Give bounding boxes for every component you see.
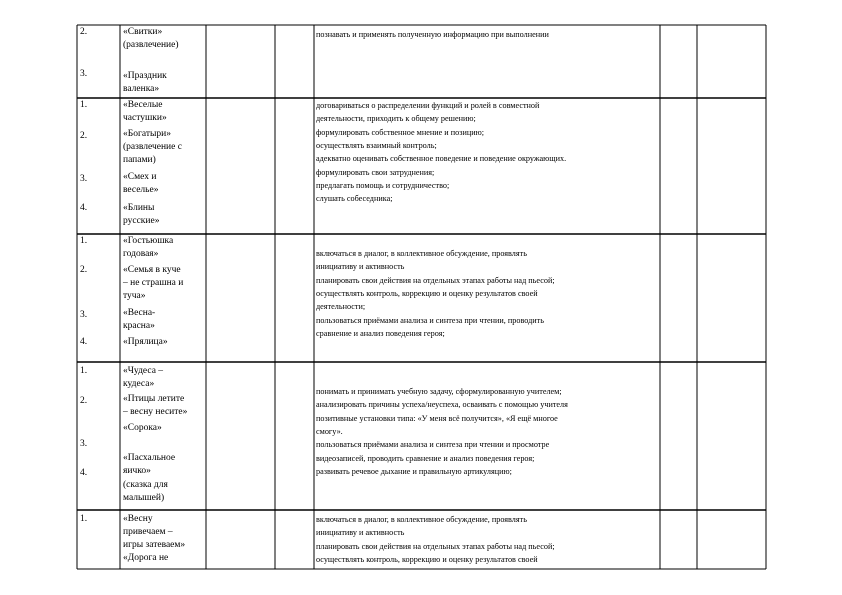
activity-title-line: красна»: [123, 321, 155, 331]
skill-description-line: деятельности, приходить к общему решению;: [316, 114, 476, 124]
activity-title-line: папами): [123, 155, 156, 165]
activity-title-line: (сказка для: [123, 480, 168, 490]
activity-title-line: «Свитки»: [123, 27, 163, 37]
activity-title-line: (развлечение): [123, 40, 179, 50]
skill-description-line: планировать свои действия на отдельных этапах работы над пьесой;: [316, 541, 555, 551]
skill-description-line: включаться в диалог, в коллективное обсуждение, проявлять: [316, 515, 527, 524]
item-number: 3.: [80, 174, 88, 184]
skill-description-line: пользоваться приёмами анализа и синтеза при чтении, проводить: [316, 315, 544, 325]
item-number: 1.: [80, 100, 88, 110]
item-number: 3.: [80, 310, 88, 320]
skill-description-line: осуществлять контроль, коррекцию и оценку результатов своей: [316, 554, 538, 564]
item-number: 3.: [80, 69, 88, 79]
item-number: 3.: [80, 439, 88, 449]
skill-description-line: включаться в диалог, в коллективное обсуждение, проявлять: [316, 249, 527, 258]
activity-title-line: «Весну: [123, 514, 153, 524]
activity-title-line: «Гостьюшка: [123, 236, 174, 246]
activity-title-line: кудеса»: [123, 379, 155, 389]
skill-description-line: осуществлять контроль, коррекцию и оценку результатов своей: [316, 288, 538, 298]
skill-description-line: слушать собеседника;: [316, 194, 393, 204]
skill-description-line: смогу».: [316, 426, 343, 436]
item-number: 4.: [80, 203, 88, 213]
activity-title-line: – весну несите»: [123, 407, 188, 417]
activity-title-line: – не страшна и: [123, 278, 184, 288]
activity-title-line: «Прялица»: [123, 337, 168, 347]
activity-title-line: «Сорока»: [123, 423, 162, 433]
activity-title-line: веселье»: [123, 185, 159, 195]
skill-description-line: формулировать свои затруднения;: [316, 167, 435, 177]
skill-description-line: инициативу и активность: [316, 528, 405, 538]
activity-title-line: (развлечение с: [123, 142, 182, 152]
activity-title-line: «Праздник: [123, 71, 167, 81]
activity-title-line: «Дорога не: [123, 553, 169, 563]
skill-description-line: познавать и применять полученную информацию при выполнении: [316, 30, 549, 39]
skill-description-line: договариваться о распределении функций и ролей в совместной: [316, 101, 540, 110]
activity-title-line: «Пасхальное: [123, 453, 176, 463]
activity-title-line: «Семья в куче: [123, 265, 181, 275]
item-number: 1.: [80, 514, 88, 524]
skill-description-line: предлагать помощь и сотрудничество;: [316, 180, 450, 190]
activity-title-line: «Весна-: [123, 308, 156, 318]
skill-description-line: видеозаписей, проводить сравнение и анализ поведения героя;: [316, 453, 535, 463]
activity-title-line: игры затеваем»: [123, 540, 186, 550]
item-number: 2.: [80, 396, 88, 406]
activity-title-line: туча»: [123, 291, 146, 301]
item-number: 4.: [80, 337, 88, 347]
skill-description-line: понимать и принимать учебную задачу, сформулированную учителем;: [316, 387, 562, 396]
item-number: 1.: [80, 366, 88, 376]
activity-title-line: русские»: [123, 216, 160, 226]
activity-title-line: «Богатыри»: [123, 129, 171, 139]
activity-title-line: «Чудеса –: [123, 366, 164, 376]
activity-title-line: малышей): [123, 493, 165, 503]
skill-description-line: инициативу и активность: [316, 262, 405, 272]
item-number: 2.: [80, 265, 88, 275]
item-number: 4.: [80, 468, 88, 478]
activity-title-line: «Смех и: [123, 172, 157, 182]
skill-description-line: осуществлять взаимный контроль;: [316, 140, 437, 150]
activity-title-line: яичко»: [123, 466, 151, 476]
skill-description-line: развивать речевое дыхание и правильную артикуляцию;: [316, 466, 512, 476]
activity-title-line: частушки»: [123, 113, 167, 123]
activity-title-line: «Птицы летите: [123, 394, 185, 404]
skill-description-line: пользоваться приёмами анализа и синтеза при чтении и просмотре: [316, 440, 550, 450]
skill-description-line: планировать свои действия на отдельных этапах работы над пьесой;: [316, 275, 555, 285]
item-number: 2.: [80, 131, 88, 141]
activity-title-line: валенка»: [123, 84, 160, 94]
activity-title-line: годовая»: [123, 249, 159, 259]
skill-description-line: деятельности;: [316, 302, 366, 312]
skill-description-line: позитивные установки типа: «У меня всё получится», «Я ещё многое: [316, 413, 558, 423]
activity-title-line: «Веселые: [123, 100, 163, 110]
skill-description-line: формулировать собственное мнение и позицию;: [316, 127, 484, 137]
item-number: 2.: [80, 27, 88, 37]
skill-description-line: сравнение и анализ поведения героя;: [316, 328, 445, 338]
activity-title-line: привечаем –: [123, 527, 173, 537]
skill-description-line: адекватно оценивать собственное поведение и поведение окружающих.: [316, 154, 567, 164]
item-number: 1.: [80, 236, 88, 246]
activity-title-line: «Блины: [123, 203, 155, 213]
skill-description-line: анализировать причины успеха/неуспеха, осваивать с помощью учителя: [316, 400, 568, 410]
